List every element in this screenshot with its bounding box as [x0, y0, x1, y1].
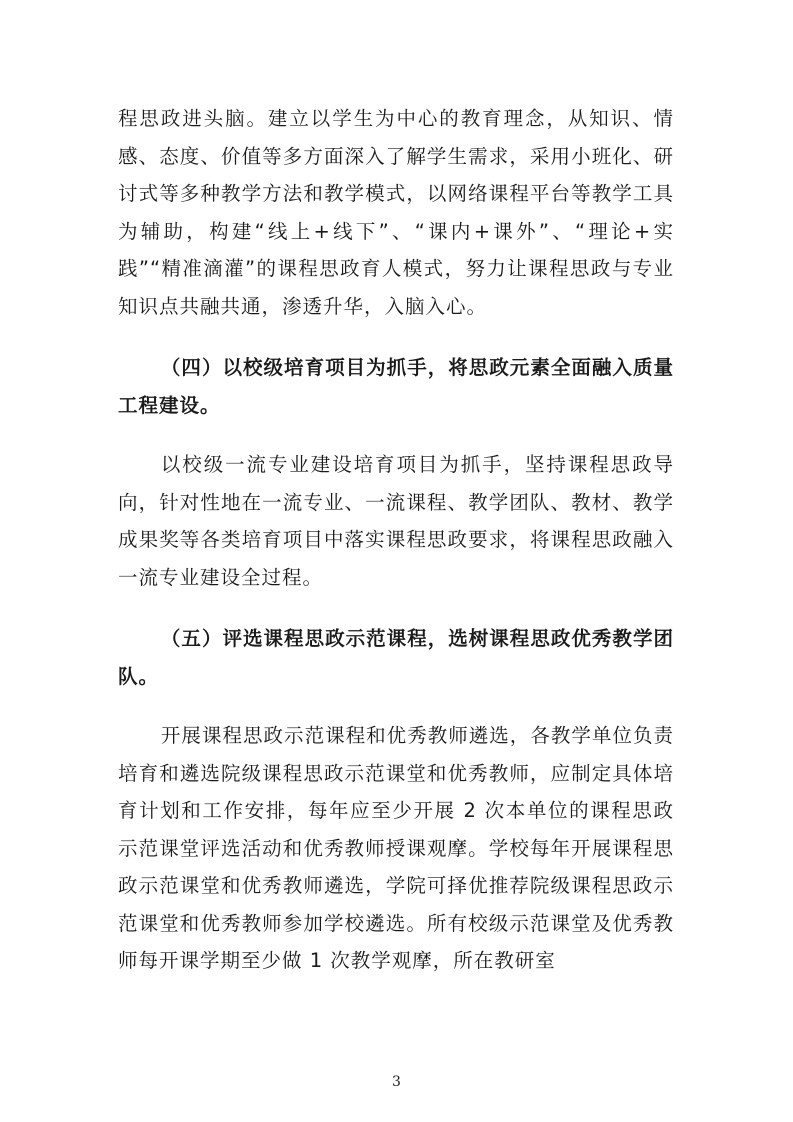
page-number: 3 — [392, 1074, 401, 1090]
section-heading-4: （四）以校级培育项目为抓手，将思政元素全面融入质量工程建设。 — [118, 356, 674, 417]
page-body — [118, 100, 674, 980]
body-paragraph-1: 程思政进头脑。建立以学生为中心的教育理念，从知识、情感、态度、价值等多方面深入了解学生需求，采用小班化、研讨式等多种教学方法和教学模式，以网络课程平台等教学工具为辅助，构建“线上+线下”、“课内+课外”、“理论+实践”“精准滴灌”的课程思政育人模式，努力让课程思政与专业知识点共融共通，渗透升华，入脑入心。 — [118, 107, 674, 318]
body-paragraph-2: 以校级一流专业建设培育项目为抓手，坚持课程思政导向，针对性地在一流专业、一流课程、教学团队、教材、教学成果奖等各类培育项目中落实课程思政要求，将课程思政融入一流专业建设全过程。 — [118, 453, 674, 589]
section-heading-5: （五）评选课程思政示范课程，选树课程思政优秀教学团队。 — [118, 627, 674, 688]
body-paragraph-3: 开展课程思政示范课程和优秀教师遴选，各教学单位负责培育和遴选院级课程思政示范课堂和优秀教师，应制定具体培育计划和工作安排，每年应至少开展 2 次本单位的课程思政示范课堂评选活动和优秀教师授课观摩。学校每年开展课程思政示范课堂和优秀教师遴选，学院可择优推荐院级课程思政示范课堂和优秀教师参加学校遴选。所有校级示范课堂及优秀教师每开课学期至少做 1 次教学观摩，所在教研室 — [118, 724, 674, 972]
